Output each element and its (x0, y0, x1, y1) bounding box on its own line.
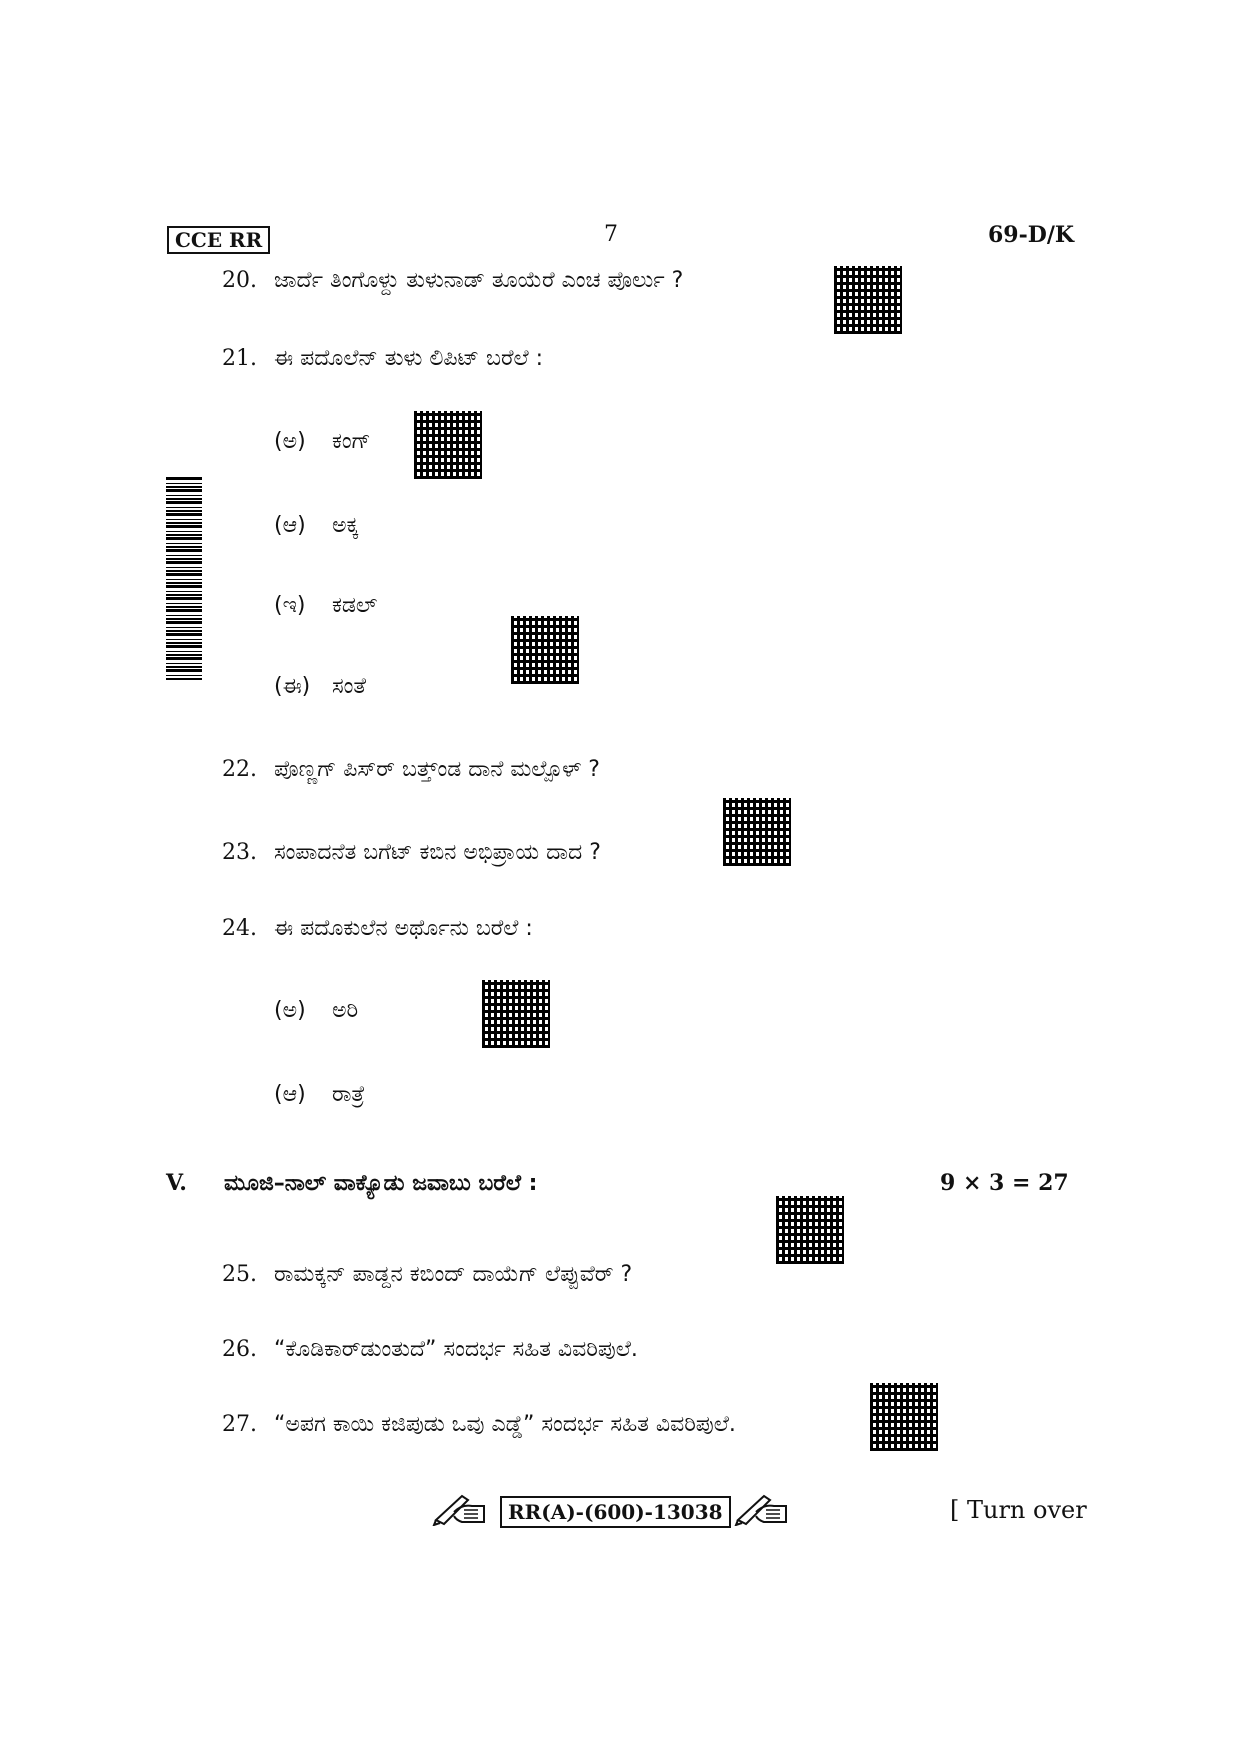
option-21-b (274, 511, 359, 541)
question-25 (222, 1260, 632, 1290)
option-text: ಕಡಲ್ (332, 593, 378, 618)
question-text: “ಅಪಗ ಕಾಯಿ ಕಜಿಪುಡು ಒವು ಎಡ್ಡೆ” ಸಂದರ್ಭ ಸಹಿತ ವಿವರಿಪುಲೆ. (274, 1412, 736, 1437)
question-27 (222, 1410, 736, 1440)
option-text: ರಾತ್ರೆ (332, 1082, 365, 1107)
option-label: (ಇ) (274, 593, 306, 618)
option-label: (ಅ) (274, 998, 306, 1023)
header-left-label: CCE RR (167, 226, 270, 254)
question-text: ಈ ಪದೊಲೆನ್ ತುಳು ಲಿಪಿಟ್ ಬರೆಲೆ : (274, 346, 544, 371)
question-number: 23. (222, 840, 257, 865)
option-text: ಅಕ್ಕ (332, 513, 359, 538)
section-roman: V. (166, 1170, 187, 1196)
question-23 (222, 838, 601, 868)
question-text: ಜಾರ್ದೆ ತಿಂಗೊಳ್ದು ತುಳುನಾಡ್ ತೂಯೆರೆ ಎಂಚ ಪೊರ್ಲು ? (274, 268, 684, 293)
qr-code-icon (414, 411, 482, 479)
option-label: (ಈ) (274, 674, 311, 699)
qr-code-icon (834, 266, 902, 334)
qr-code-icon (870, 1383, 938, 1451)
question-number: 26. (222, 1337, 257, 1362)
paper-code: 69-D/K (988, 222, 1074, 248)
option-21-c (274, 591, 377, 621)
option-label: (ಅ) (274, 429, 306, 454)
section-marks: 9 × 3 = 27 (940, 1170, 1069, 1196)
question-22 (222, 755, 600, 785)
qr-code-icon (482, 980, 550, 1048)
section-heading (166, 1168, 537, 1199)
question-20 (222, 266, 683, 296)
qr-code-icon (511, 616, 579, 684)
footer-code: RR(A)-(600)-13038 (500, 1496, 731, 1528)
question-number: 20. (222, 268, 257, 293)
option-label: (ಆ) (274, 513, 306, 538)
option-21-a (274, 427, 371, 457)
qr-code-icon (723, 798, 791, 866)
question-number: 25. (222, 1262, 257, 1287)
turn-over-label: [ Turn over (950, 1496, 1087, 1524)
question-text: ಸಂಪಾದನೆತ ಬಗೆಟ್ ಕಬಿನ ಅಭಿಪ್ರಾಯ ದಾದ ? (274, 840, 601, 865)
option-21-d (274, 672, 366, 702)
barcode-icon (166, 476, 202, 680)
section-title: ಮೂಜಿ–ನಾಲ್ ವಾಕ್ಯೊಡು ಜವಾಬು ಬರೆಲೆ : (224, 1171, 538, 1196)
option-24-b (274, 1080, 365, 1110)
option-text: ಅರಿ (332, 998, 359, 1023)
question-26 (222, 1335, 638, 1365)
question-number: 24. (222, 916, 257, 941)
option-label: (ಆ) (274, 1082, 306, 1107)
option-text: ಕಂಗ್ (332, 429, 371, 454)
question-21 (222, 344, 543, 374)
question-number: 27. (222, 1412, 257, 1437)
question-24 (222, 914, 533, 944)
question-number: 21. (222, 346, 257, 371)
question-text: ರಾಮಕ್ಕನ್ ಪಾಡ್ದನ ಕಬಿಂದ್ ದಾಯೆಗ್ ಲೆಪ್ಪುವೆರ್ ? (274, 1262, 633, 1287)
writing-hand-icon (432, 1490, 486, 1526)
qr-code-icon (776, 1196, 844, 1264)
option-text: ಸಂತೆ (332, 674, 366, 699)
question-text: “ಕೊಡಿಕಾರ್‌ಡುಂತುದೆ” ಸಂದರ್ಭ ಸಹಿತ ವಿವರಿಪುಲೆ. (274, 1337, 638, 1362)
question-number: 22. (222, 757, 257, 782)
question-text: ಪೊಣ್ಣಗ್ ಪಿಸ್‌ರ್ ಬತ್ತ್ಂಡ ದಾನೆ ಮಲ್ಪೊಳ್ ? (274, 757, 600, 782)
question-text: ಈ ಪದೊಕುಲೆನ ಅರ್ಥೊನು ಬರೆಲೆ : (274, 916, 533, 941)
writing-hand-icon (734, 1490, 788, 1526)
page-number: 7 (604, 222, 618, 247)
option-24-a (274, 996, 358, 1026)
